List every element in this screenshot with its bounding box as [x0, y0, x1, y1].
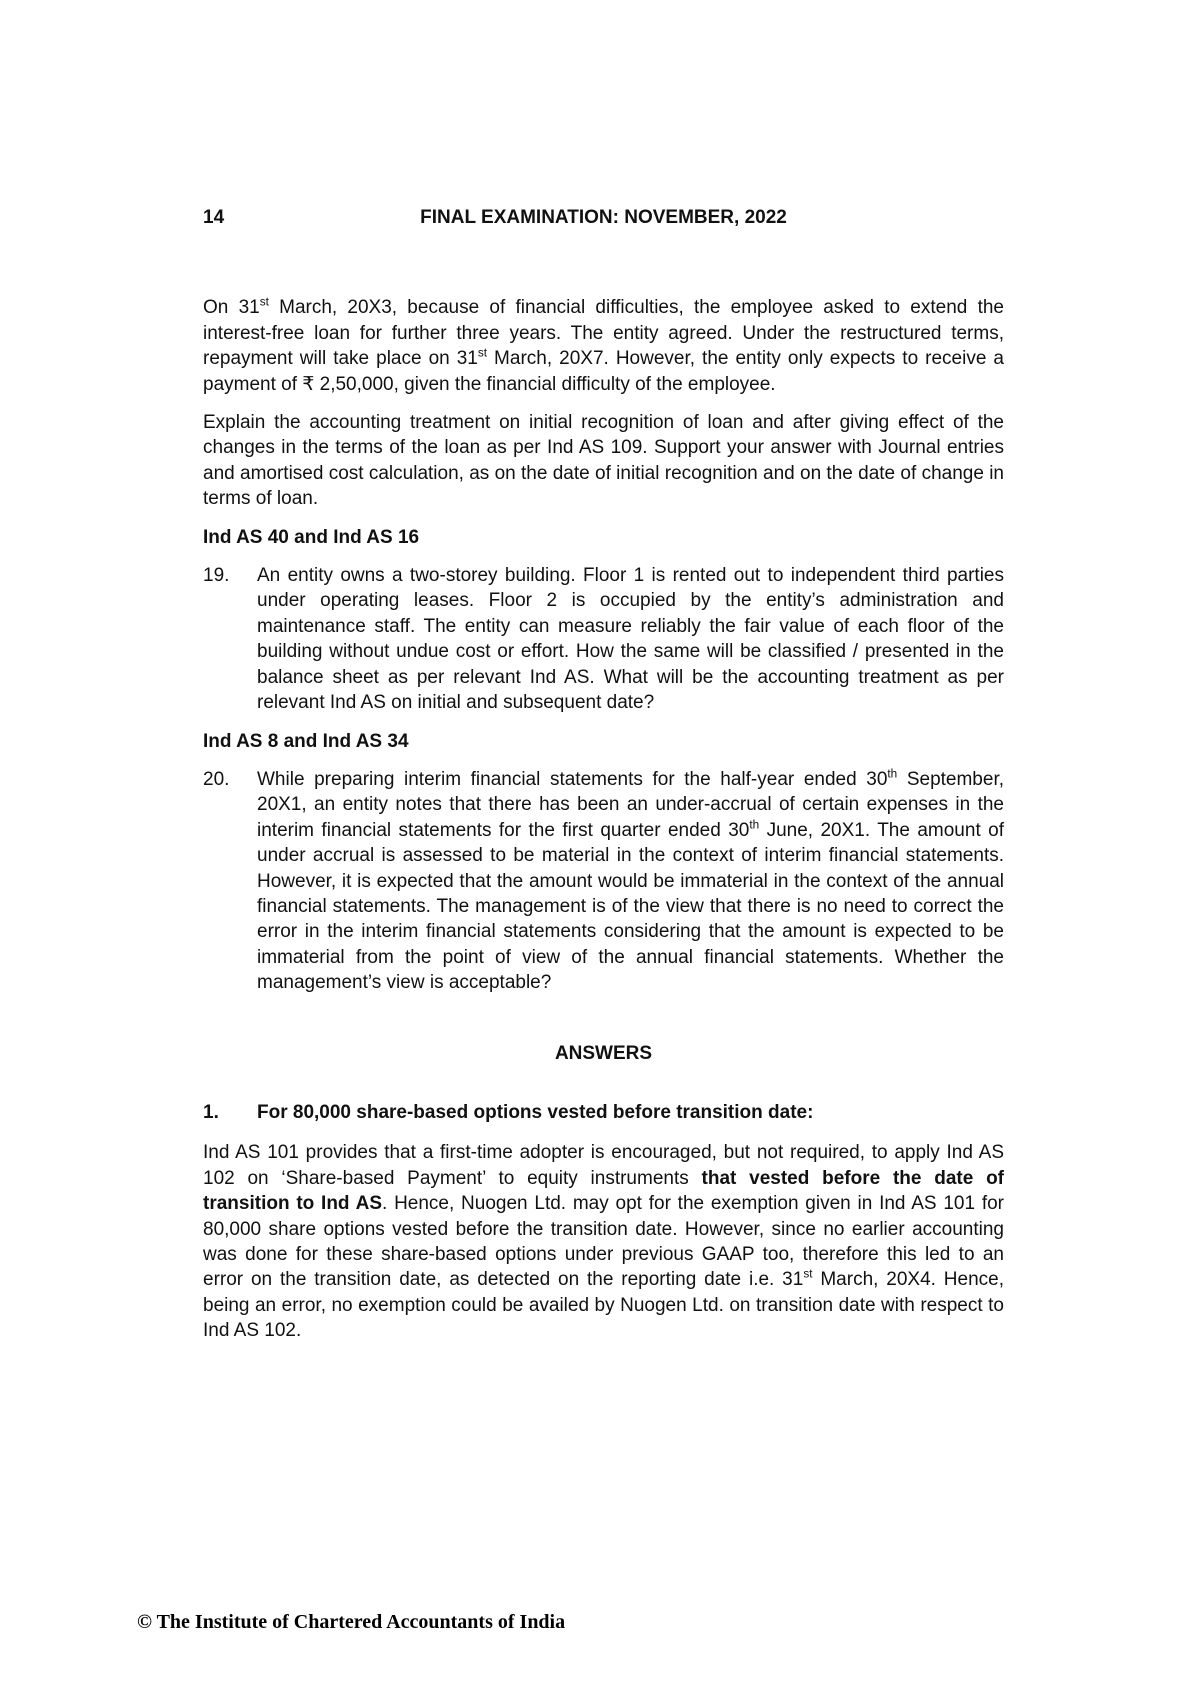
header-title: FINAL EXAMINATION: NOVEMBER, 2022	[420, 207, 787, 228]
section-heading-ind-as-8-34: Ind AS 8 and Ind AS 34	[203, 730, 409, 752]
answer-1-title: For 80,000 share-based options vested before transition date:	[257, 1101, 814, 1123]
answers-section-heading: ANSWERS	[554, 1042, 653, 1064]
question-19-number: 19.	[203, 565, 230, 587]
question-18-paragraph-2: Explain the accounting treatment on initial recognition of loan and after giving effect of the changes in the terms of the loan as per Ind AS 109. Support your answer with Journal entries and amortised cost calculation, as on the date of initial recognition and on the date of change in terms of loan.	[203, 412, 1004, 510]
answer-1-heading	[203, 1100, 1004, 1125]
question-20-number: 20.	[203, 768, 230, 790]
page-number: 14	[203, 207, 225, 228]
question-18-paragraph-1: On 31st March, 20X3, because of financial difficulties, the employee asked to extend the interest-free loan for further three years. The entity agreed. Under the restructured terms, repayment will take place on 31st March, 20X7. However, the entity only expects to receive a payment of ₹ 2,50,000, given the financial difficulty of the employee.	[203, 296, 1004, 395]
question-19	[203, 563, 1004, 715]
question-20	[203, 767, 1004, 996]
answer-1-number: 1.	[203, 1101, 219, 1123]
page-header	[203, 205, 1004, 230]
answer-1-paragraph: Ind AS 101 provides that a first-time adopter is encouraged, but not required, to apply Ind AS 102 on ‘Share-based Payment’ to equity instruments that vested before the date of transition to Ind AS. Hence, Nuogen Ltd. may opt for the exemption given in Ind AS 101 for 80,000 share options vested before the transition date. However, since no earlier accounting was done for these share-based options under previous GAAP too, therefore this led to an error on the transition date, as detected on the reporting date i.e. 31st March, 20X4. Hence, being an error, no exemption could be availed by Nuogen Ltd. on transition date with respect to Ind AS 102.	[203, 1142, 1005, 1342]
section-heading-ind-as-40-16: Ind AS 40 and Ind AS 16	[203, 526, 420, 548]
question-20-text: While preparing interim financial statements for the half-year ended 30th September, 20X1, an entity notes that there has been an under-accrual of certain expenses in the interim financial statements for the first quarter ended 30th June, 20X1. The amount of under accrual is assessed to be material in the context of interim financial statements. However, it is expected that the amount would be immaterial in the context of the annual financial statements. The management is of the view that there is no need to correct the error in the interim financial statements considering that the amount is expected to be immaterial from the point of view of the annual financial statements. Whether the management’s view is acceptable?	[257, 767, 1004, 994]
copyright-footer: © The Institute of Chartered Accountants of India	[137, 1611, 566, 1633]
question-19-text: An entity owns a two-storey building. Floor 1 is rented out to independent third parties under operating leases. Floor 2 is occupied by the entity’s administration and maintenance staff. The entity can measure reliably the fair value of each floor of the building without undue cost or effort. How the same will be classified / presented in the balance sheet as per relevant Ind AS. What will be the accounting treatment as per relevant Ind AS on initial and subsequent date?	[257, 565, 1004, 714]
